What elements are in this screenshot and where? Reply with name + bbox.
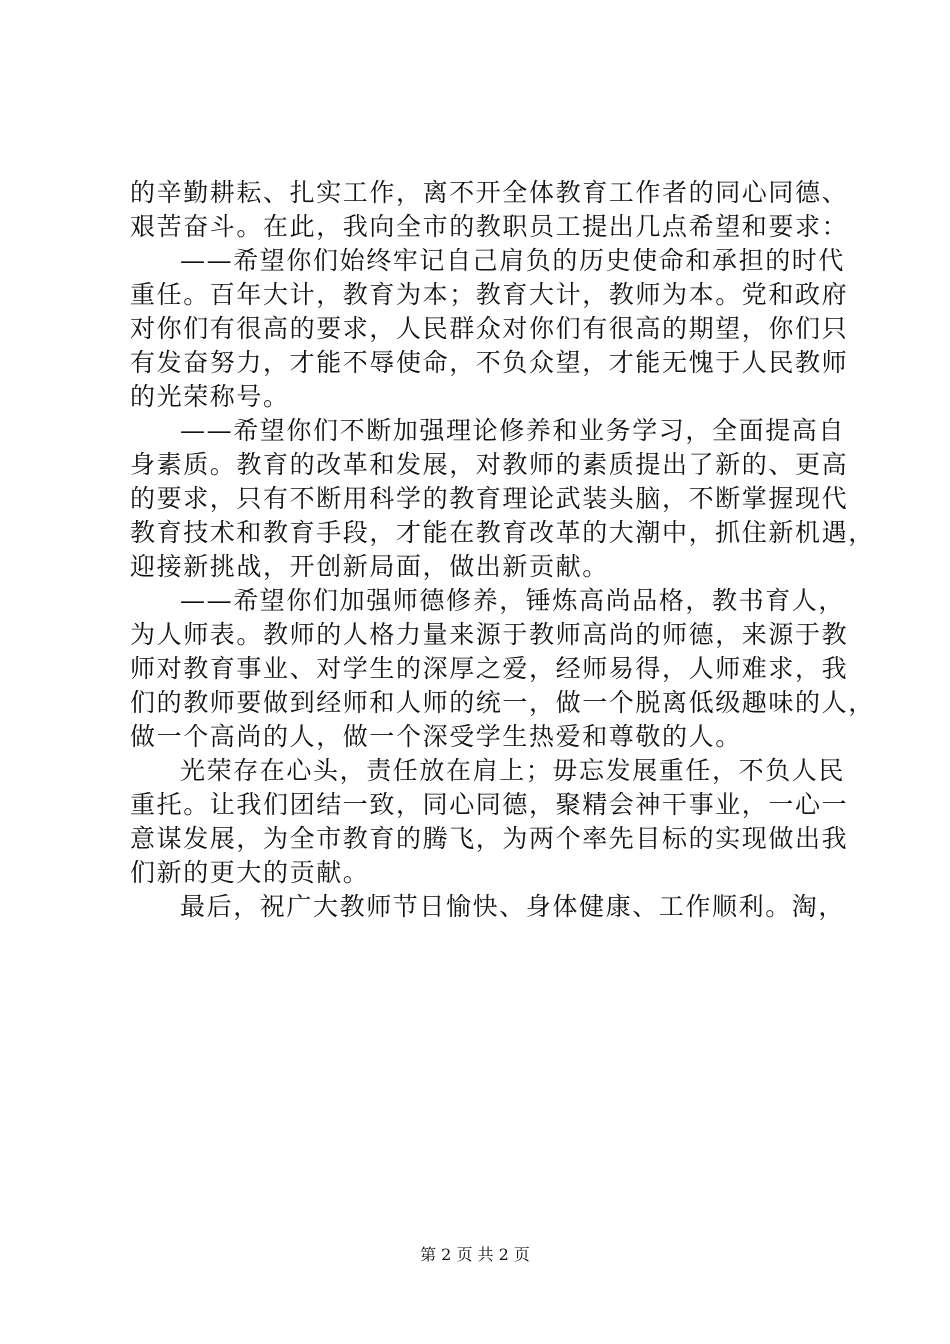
body-line: 重任。百年大计，教育为本；教育大计，教师为本。党和政府 <box>130 280 849 309</box>
body-line: 为人师表。教师的人格力量来源于教师高尚的师德，来源于教 <box>130 620 849 649</box>
body-line: ——希望你们加强师德修养，锤炼高尚品格，教书育人， <box>180 586 846 615</box>
body-line: 对你们有很高的要求，人民群众对你们有很高的期望，你们只 <box>130 314 849 343</box>
body-line: 身素质。教育的改革和发展，对教师的素质提出了新的、更高 <box>130 450 849 479</box>
body-line: 的光荣称号。 <box>130 382 290 411</box>
body-line: 做一个高尚的人，做一个深受学生热爱和尊敬的人。 <box>130 722 742 751</box>
body-line: 师对教育事业、对学生的深厚之爱，经师易得，人师难求，我 <box>130 654 849 683</box>
body-line: 最后，祝广大教师节日愉快、身体健康、工作顺利。淘， <box>180 892 846 921</box>
body-line: 们新的更大的贡献。 <box>130 858 370 887</box>
body-line: ——希望你们始终牢记自己肩负的历史使命和承担的时代 <box>180 246 846 275</box>
body-line: 有发奋努力，才能不辱使命，不负众望，才能无愧于人民教师 <box>130 348 849 377</box>
body-line: 迎接新挑战，开创新局面，做出新贡献。 <box>130 552 609 581</box>
body-line: 的要求，只有不断用科学的教育理论武装头脑，不断掌握现代 <box>130 484 849 513</box>
body-line: 光荣存在心头，责任放在肩上；毋忘发展重任，不负人民 <box>180 756 846 785</box>
body-line: 的辛勤耕耘、扎实工作，离不开全体教育工作者的同心同德、 <box>130 178 849 207</box>
body-line: 重托。让我们团结一致，同心同德，聚精会神干事业，一心一 <box>130 790 849 819</box>
page-number-footer: 第 2 页 共 2 页 <box>420 1245 530 1264</box>
body-line: 意谋发展，为全市教育的腾飞，为两个率先目标的实现做出我 <box>130 824 849 853</box>
body-line: 们的教师要做到经师和人师的统一，做一个脱离低级趣味的人， <box>130 688 875 717</box>
body-line: 艰苦奋斗。在此，我向全市的教职员工提出几点希望和要求： <box>130 212 849 241</box>
body-line: 教育技术和教育手段，才能在教育改革的大潮中，抓住新机遇， <box>130 518 875 547</box>
body-line: ——希望你们不断加强理论修养和业务学习，全面提高自 <box>180 416 846 445</box>
